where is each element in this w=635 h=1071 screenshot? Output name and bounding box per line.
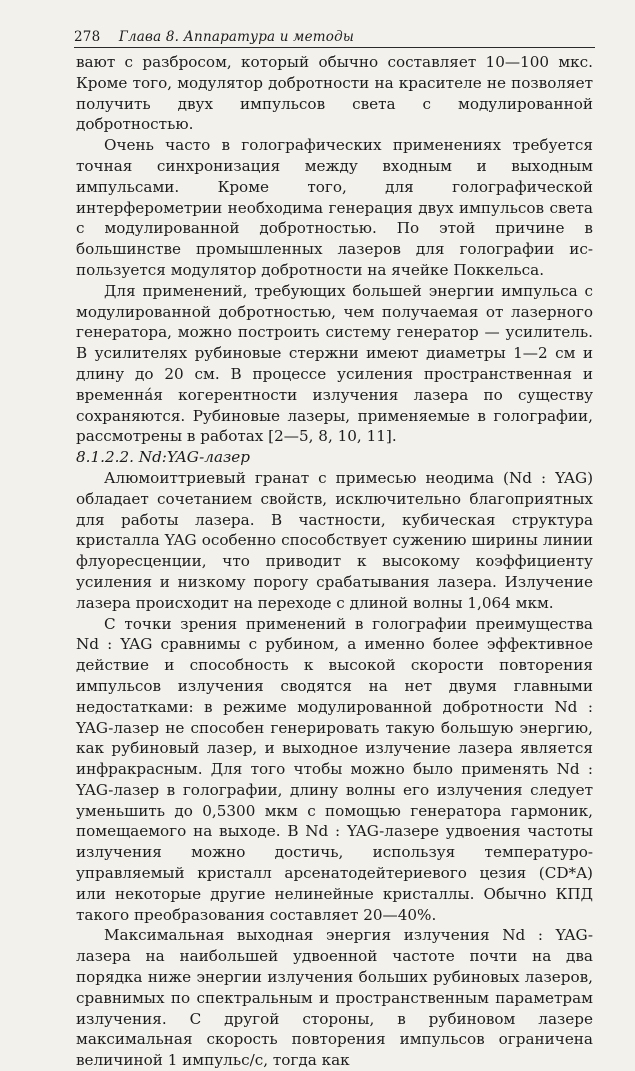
header-rule — [74, 47, 595, 48]
paragraph-ndyag-holography: С точки зрения применений в голографии преимущества Nd : YAG сравнимы с рубином, а именно более эффективное действие и способность к высокой скорости повторения импульсов излучения сводятся на нет двумя главными недостатками: в режиме модулированной добротности Nd : YAG-лазер не способен генерировать такую большую энергию, как рубиновый лазер, и выходное излучение лазера является инфракрасным. Для того чтобы можно было применять Nd : YAG-лазер в голографии, длину волны его излучения следует уменьшить до 0,5300 мкм с помощью генератора гармоник, помещаемого на выходе. В Nd : YAG-лазере удвоения частоты излучения можно достичь, используя температуроуправляемый кристалл арсенатодейтериевого цезия (CD*A) или некоторые другие нелинейные кристаллы. Обычно КПД такого преобразования составляет 20—40%. — [76, 614, 593, 924]
paragraph-continued: вают с разбросом, который обычно составляет 10—100 мкс. Кроме того, модулятор добротности на красителе не позволяет получить двух импульсов света с модулированной добротностью. — [76, 53, 593, 134]
running-header — [74, 27, 595, 47]
body-text — [76, 52, 593, 1071]
section-heading: 8.1.2.2. Nd:YAG-лазер — [76, 448, 250, 467]
page-number: 278 — [74, 29, 101, 45]
paragraph-ndyag-intro: Алюмоиттриевый гранат с примесью неодима (Nd : YAG) обладает сочетанием свойств, исключительно благоприятных для работы лазера. В частности, кубическая структура кристалла YAG особенно способствует сужению ширины линии флуоресценции, что приводит к высокому коэффициенту усиления и низкому порогу срабатывания лазера. Излучение лазера происходит на переходе с длиной волны 1,064 мкм. — [76, 468, 593, 612]
paragraph-amplifier: Для применений, требующих большей энергии импульса с модулированной добротностью, чем получаемая от лазерного генератора, можно построить систему генератор — усилитель. В усилителях рубиновые стержни имеют диаметры 1—2 см и длину до 20 см. В процессе усиления пространственная и временна́я когерентности излучения лазера по существу сохраняются. Рубиновые лазеры, применяемые в голографии, рассмотрены в работах [2—5, 8, 10, 11]. — [76, 281, 593, 446]
paragraph-synchronization: Очень часто в голографических применениях требуется точная синхронизация между входным и выходным импульсами. Кроме того, для голографической интерферометрии необходима генерация двух импульсов света с модулированной добротностью. По этой причине в большинстве промышленных лазеров для голографии используется модулятор добротности на ячейке Поккельса. — [76, 136, 593, 279]
paragraph-ndyag-energy: Максимальная выходная энергия излучения Nd : YAG-лазера на наибольшей удвоенной частоте почти на два порядка ниже энергии излучения больших рубиновых лазеров, сравнимых по спектральным и пространственным параметрам излучения. С другой стороны, в рубиновом лазере максимальная скорость повторения импульсов ограничена величиной 1 импульс/с, тогда как — [76, 926, 593, 1070]
chapter-title: Глава 8. Аппаратура и методы — [118, 29, 355, 45]
